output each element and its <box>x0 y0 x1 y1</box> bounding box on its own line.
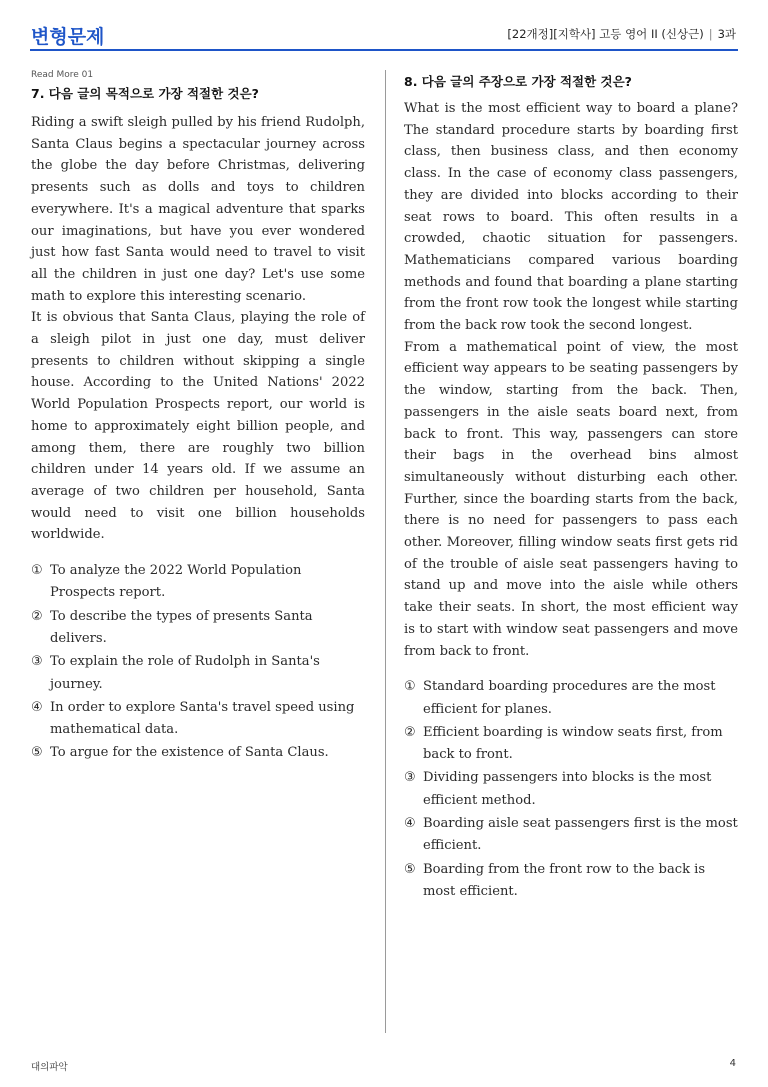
choice-1[interactable] <box>404 676 738 721</box>
choice-2[interactable] <box>404 722 738 767</box>
question-8-choices <box>404 676 738 903</box>
choice-text: To explain the role of Rudolph in Santa's journey. <box>50 654 320 692</box>
choice-5[interactable] <box>31 742 365 764</box>
course-info: [22개정][지학사] 고등 영어 II (신상근) <box>507 27 704 41</box>
passage-paragraph: It is obvious that Santa Claus, playing the role of a sleigh pilot in just one day, must deliver presents to children without skipping a single house. According to the United Nations' 2022 World Population Prospects report, our world is home to approximately eight billion people, and among them, there are roughly two billion children under 14 years old. If we assume an average of two children per household, Santa would need to visit one billion households worldwide. <box>31 310 365 543</box>
choice-1[interactable] <box>31 560 365 605</box>
question-8-title: 8. 다음 글의 주장으로 가장 적절한 것은? <box>404 74 632 89</box>
passage-paragraph: Riding a swift sleigh pulled by his friend Rudolph, Santa Claus begins a spectacular journey across the globe the day before Christmas, delivering presents such as dolls and toys to children everywhere. It's a magical adventure that sparks our imaginations, but have you ever wondered just how fast Santa would need to travel to visit all the children in just one day? Let's use some math to explore this interesting scenario. <box>31 115 365 304</box>
choice-text: Standard boarding procedures are the most efficient for planes. <box>423 679 716 717</box>
question-8-column <box>404 70 738 904</box>
page-header-subtitle <box>507 26 736 42</box>
choice-number: ① <box>31 563 43 579</box>
choice-text: To analyze the 2022 World Population Prospects report. <box>50 563 302 601</box>
column-divider <box>385 70 386 1033</box>
choice-text: In order to explore Santa's travel speed using mathematical data. <box>50 699 355 738</box>
choice-number: ② <box>404 724 416 740</box>
choice-2[interactable] <box>31 606 365 651</box>
read-more-label: Read More 01 <box>31 70 94 80</box>
question-7-column <box>31 70 365 766</box>
choice-3[interactable] <box>31 651 365 696</box>
choice-number: ① <box>404 679 416 695</box>
header-rule <box>30 49 738 51</box>
choice-text: Dividing passengers into blocks is the most efficient method. <box>423 770 712 808</box>
choice-number: ④ <box>31 699 43 715</box>
lesson-label: 3과 <box>717 27 736 41</box>
question-8-passage <box>404 98 738 662</box>
header-separator: | <box>708 27 713 41</box>
question-7-passage <box>31 112 365 546</box>
choice-text: Boarding aisle seat passengers first is the most efficient. <box>423 816 738 854</box>
choice-number: ⑤ <box>404 861 416 877</box>
choice-3[interactable] <box>404 767 738 812</box>
page-number: 4 <box>729 1058 736 1069</box>
choice-5[interactable] <box>404 859 738 904</box>
passage-paragraph: What is the most efficient way to board a plane? The standard procedure starts by boarding first class, then business class, and then economy class. In the case of economy class passengers, they are divided into blocks according to their seat rows to board. This often results in a crowded, chaotic situation for passengers. Mathematicians compared various boarding methods and found that boarding a plane starting from the front row took the longest while starting from the back row took the second longest. <box>404 101 738 334</box>
question-7-choices <box>31 560 365 765</box>
choice-4[interactable] <box>31 697 365 742</box>
passage-paragraph: From a mathematical point of view, the most efficient way appears to be seating passengers by the window, starting from the back. Then, passengers in the aisle seats board next, from back to front. This way, passengers can store their bags in the overhead bins almost simultaneously without disturbing each other. Further, since the boarding starts from the back, there is no need for passengers to pass each other. Moreover, filling window seats first gets rid of the trouble of aisle seat passengers having to stand up and move into the aisle while others take their seats. In short, the most efficient way is to start with window seat passengers and move from back to front. <box>404 339 738 659</box>
choice-text: To describe the types of presents Santa delivers. <box>50 608 313 646</box>
choice-text: Efficient boarding is window seats first, from back to front. <box>423 724 723 763</box>
choice-text: To argue for the existence of Santa Claus. <box>50 745 329 761</box>
choice-number: ③ <box>31 654 43 670</box>
choice-4[interactable] <box>404 813 738 858</box>
choice-number: ④ <box>404 816 416 832</box>
choice-number: ③ <box>404 770 416 786</box>
page-header-title: 변형문제 <box>31 26 105 48</box>
footer-publisher: 대의파악 <box>31 1062 68 1073</box>
choice-number: ⑤ <box>31 745 43 761</box>
choice-text: Boarding from the front row to the back is most efficient. <box>423 861 706 899</box>
question-7-title: 7. 다음 글의 목적으로 가장 적절한 것은? <box>31 86 259 101</box>
choice-number: ② <box>31 608 43 624</box>
